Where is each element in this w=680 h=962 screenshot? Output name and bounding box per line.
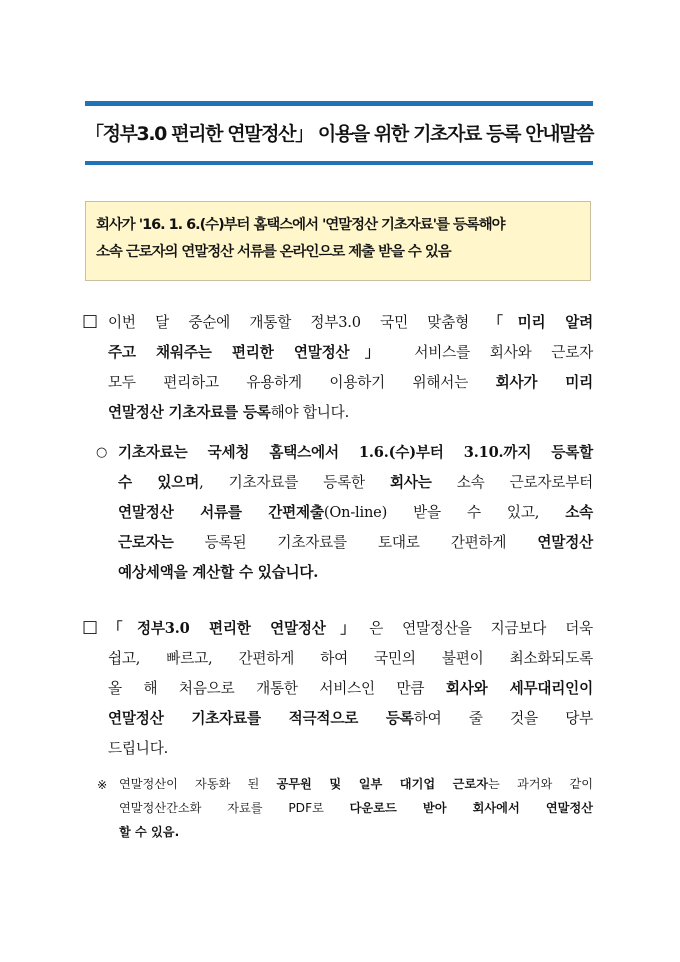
summary-line-2: 소속 근로자의 연말정산 서류를 온라인으로 제출 받을 수 있음 [96, 244, 451, 260]
sub-line: 예상세액을 계산할 수 있습니다. [118, 564, 319, 581]
circle-bullet-icon: ○ [96, 445, 108, 460]
section-2-line: 쉽고, 빠르고, 간편하게 하여 국민의 불편이 최소화되도록 [108, 650, 593, 667]
note-mark-icon: ※ [97, 778, 108, 792]
title-top-rule [85, 101, 593, 106]
sub-line: 기초자료는 국세청 홈택스에서 1.6.(수)부터 3.10.까지 등록할 [118, 444, 593, 461]
sub-line: 수 있으며, 기초자료를 등록한 회사는 소속 근로자로부터 [118, 474, 593, 491]
section-2-line: 드립니다. [108, 740, 169, 757]
title-bottom-rule [85, 161, 593, 165]
section-2-line: 연말정산 기초자료를 적극적으로 등록하여 줄 것을 당부 [108, 710, 593, 727]
section-1-line: 연말정산 기초자료를 등록해야 합니다. [108, 404, 350, 421]
sub-line: 연말정산 서류를 간편제출(On-line) 받을 수 있고, 소속 [118, 504, 594, 521]
square-bullet-icon: □ [82, 617, 99, 637]
note-line: 할 수 있음. [119, 825, 180, 839]
note-line: 연말정산간소화 자료를 PDF로 다운로드 받아 회사에서 연말정산 [119, 801, 593, 815]
section-1 [108, 308, 593, 428]
section-1-line: 주고 채워주는 편리한 연말정산」 서비스를 회사와 근로자 [108, 344, 593, 361]
section-2-line: 올 해 처음으로 개통한 서비스인 만큼 회사와 세무대리인이 [108, 680, 593, 697]
section-2 [108, 614, 593, 764]
square-bullet-icon: □ [82, 311, 99, 331]
footnote [119, 772, 593, 844]
summary-box [85, 201, 591, 281]
section-1-line: 이번 달 중순에 개통할 정부3.0 국민 맞춤형 「미리 알려 [108, 314, 593, 331]
sub-line: 근로자는 등록된 기초자료를 토대로 간편하게 연말정산 [118, 534, 593, 551]
summary-line-1: 회사가 '16. 1. 6.(수)부터 홈택스에서 '연말정산 기초자료'를 등록해야 [96, 217, 505, 233]
note-line: 연말정산이 자동화 된 공무원 및 일부 대기업 근로자는 과거와 같이 [119, 777, 594, 791]
section-2-line: 「정부3.0 편리한 연말정산」은 연말정산을 지금보다 더욱 [108, 620, 594, 637]
page-title: 「정부3.0 편리한 연말정산」 이용을 위한 기초자료 등록 안내말씀 [85, 123, 594, 145]
section-1-line: 모두 편리하고 유용하게 이용하기 위해서는 회사가 미리 [108, 374, 593, 391]
section-1-sub [118, 438, 593, 588]
